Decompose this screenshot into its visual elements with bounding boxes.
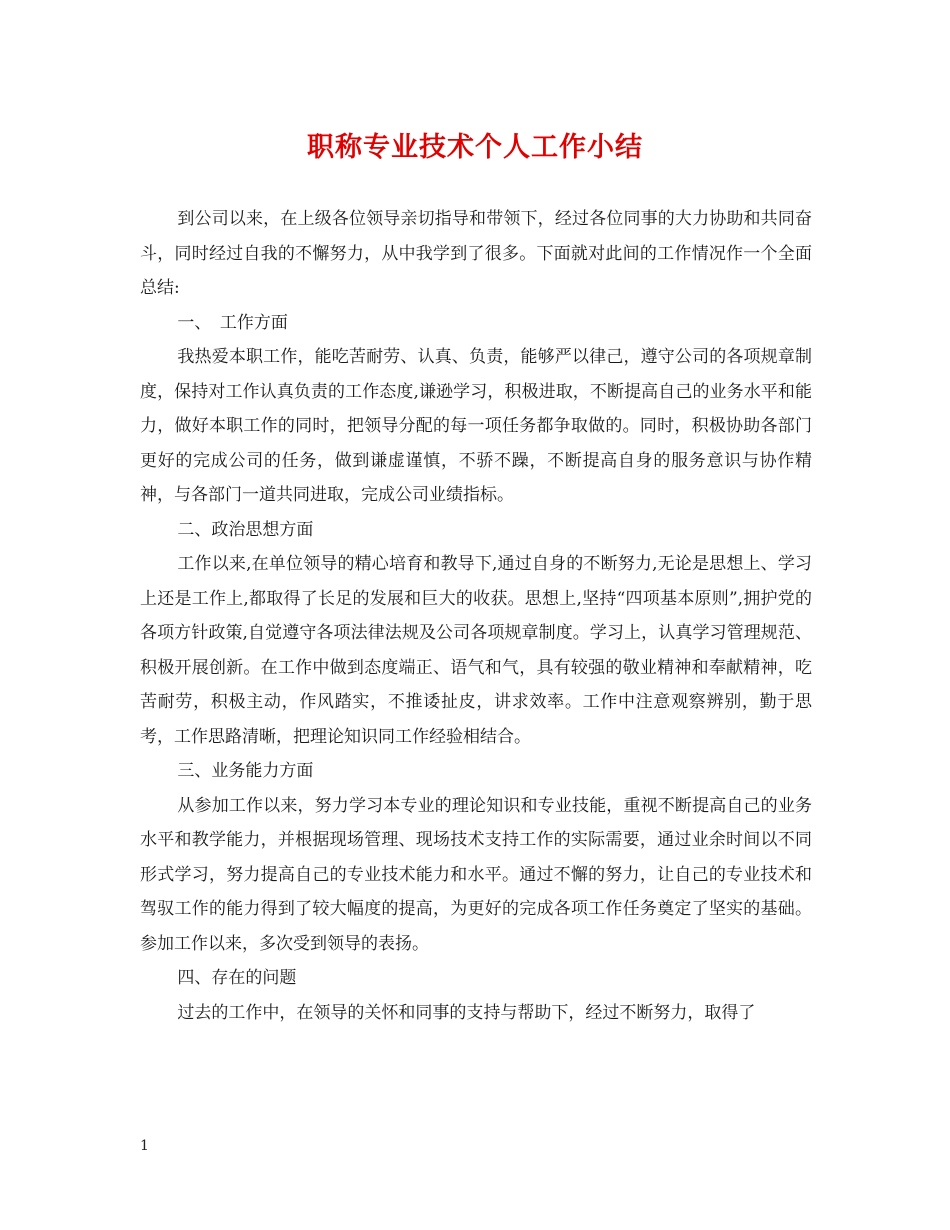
- section-heading-politics: 二、政治思想方面: [177, 519, 314, 540]
- section-heading-work: 一、 工作方面: [177, 312, 288, 333]
- page-number: 1: [140, 1138, 149, 1154]
- paragraph-problems: 过去的工作中，在领导的关怀和同事的支持与帮助下，经过不断努力，取得了: [177, 1002, 756, 1023]
- section-heading-ability: 三、业务能力方面: [177, 761, 314, 781]
- document-body: [140, 202, 812, 1030]
- paragraph-work: 我热爱本职工作，能吃苦耐劳、认真、负责，能够严以律己，遵守公司的各项规章制度，保持对工作认真负责的工作态度,谦逊学习，积极进取，不断提高自己的业务水平和能力，做好本职工作的同时，把领导分配的每一项任务都争取做的。同时，积极协助各部门更好的完成公司的任务，做到谦虚谨慎，不骄不躁，不断提高自身的服务意识与协作精神，与各部门一道共同进取，完成公司业绩指标。: [140, 347, 812, 505]
- paragraph-intro: 到公司以来，在上级各位领导亲切指导和带领下，经过各位同事的大力协助和共同奋斗，同时经过自我的不懈努力，从中我学到了很多。下面就对此间的工作情况作一个全面总结:: [140, 209, 812, 298]
- paragraph-ability: 从参加工作以来，努力学习本专业的理论知识和专业技能，重视不断提高自己的业务水平和教学能力，并根据现场管理、现场技术支持工作的实际需要，通过业余时间以不同形式学习，努力提高自己的专业技术能力和水平。通过不懈的努力，让自己的专业技术和驾驭工作的能力得到了较大幅度的提高，为更好的完成各项工作任务奠定了坚实的基础。参加工作以来，多次受到领导的表扬。: [140, 795, 812, 954]
- document-title: 职称专业技术个人工作小结: [307, 132, 643, 163]
- paragraph-politics: 工作以来,在单位领导的精心培育和教导下,通过自身的不断努力,无论是思想上、学习上还是工作上,都取得了长足的发展和巨大的收获。思想上,坚持“四项基本原则”,拥护党的各项方针政策,自觉遵守各项法律法规及公司各项规章制度。学习上，认真学习管理规范、积极开展创新。在工作中做到态度端正、语气和气，具有较强的敬业精神和奉献精神，吃苦耐劳，积极主动，作风踏实，不推诿扯皮，讲求效率。工作中注意观察辨别，勤于思考，工作思路清晰，把理论知识同工作经验相结合。: [140, 554, 812, 747]
- section-heading-problems: 四、存在的问题: [177, 968, 297, 988]
